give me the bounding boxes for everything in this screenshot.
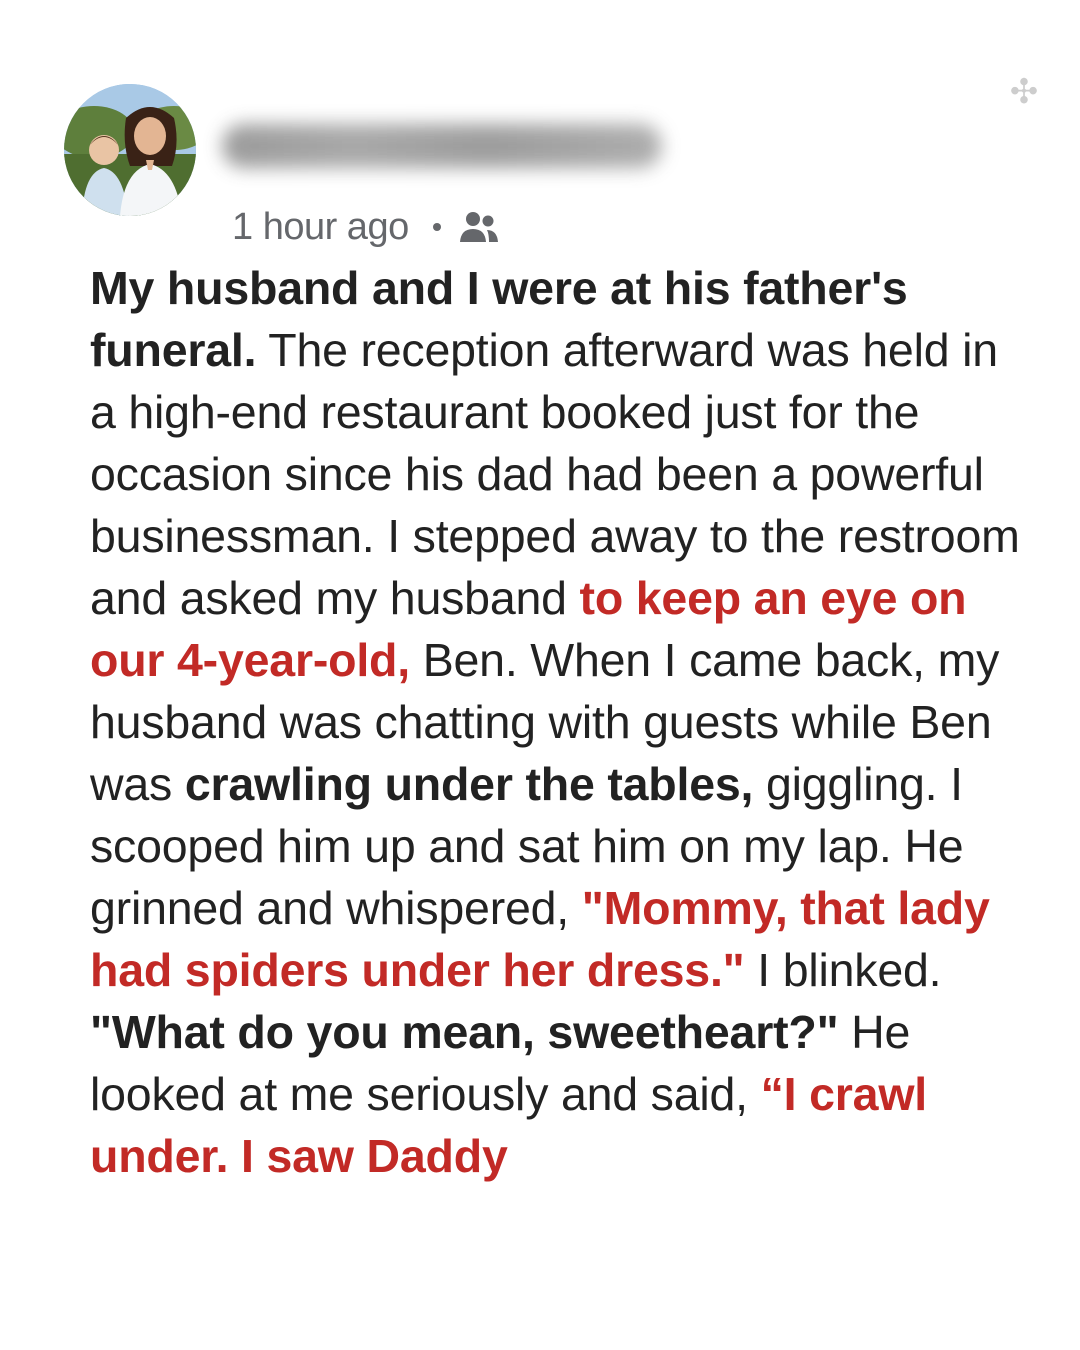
story-text: The reception afterward was held in a high-end restaurant booked just for the occasion since his dad had been a powerful businessman. I stepped away to the restroom and asked my husband [90, 324, 1020, 624]
story-bold-opening: My husband and I were at his father's funeral. [90, 262, 908, 376]
author-avatar[interactable] [64, 84, 196, 216]
post-meta [232, 204, 499, 250]
story-bold-quote: "What do you mean, sweetheart?" [90, 1006, 839, 1058]
author-name-blurred[interactable] [222, 124, 662, 168]
post-text [90, 257, 1030, 1187]
separator-dot [433, 223, 441, 231]
story-highlight-quote: “I crawl under. I saw Daddy [90, 1068, 928, 1182]
avatar-photo [64, 84, 196, 216]
story-bold: crawling under the tables, [184, 758, 754, 810]
story-highlight-quote: "Mommy, that lady had spiders under her dress." [90, 882, 990, 996]
story-text: Ben. When I came back, my husband was chatting with guests while Ben was [90, 634, 1000, 810]
story-text: giggling. I scooped him up and sat him on my lap. He grinned and whispered, [90, 758, 964, 934]
watermark-icon: ✣ [1009, 73, 1039, 111]
post-timestamp[interactable]: 1 hour ago [232, 205, 409, 248]
story-text: I blinked. [744, 944, 942, 996]
story-text: He looked at me seriously and said, [90, 1006, 911, 1120]
friends-icon[interactable] [459, 210, 499, 244]
story-highlight: to keep an eye on our 4-year-old, [90, 572, 967, 686]
